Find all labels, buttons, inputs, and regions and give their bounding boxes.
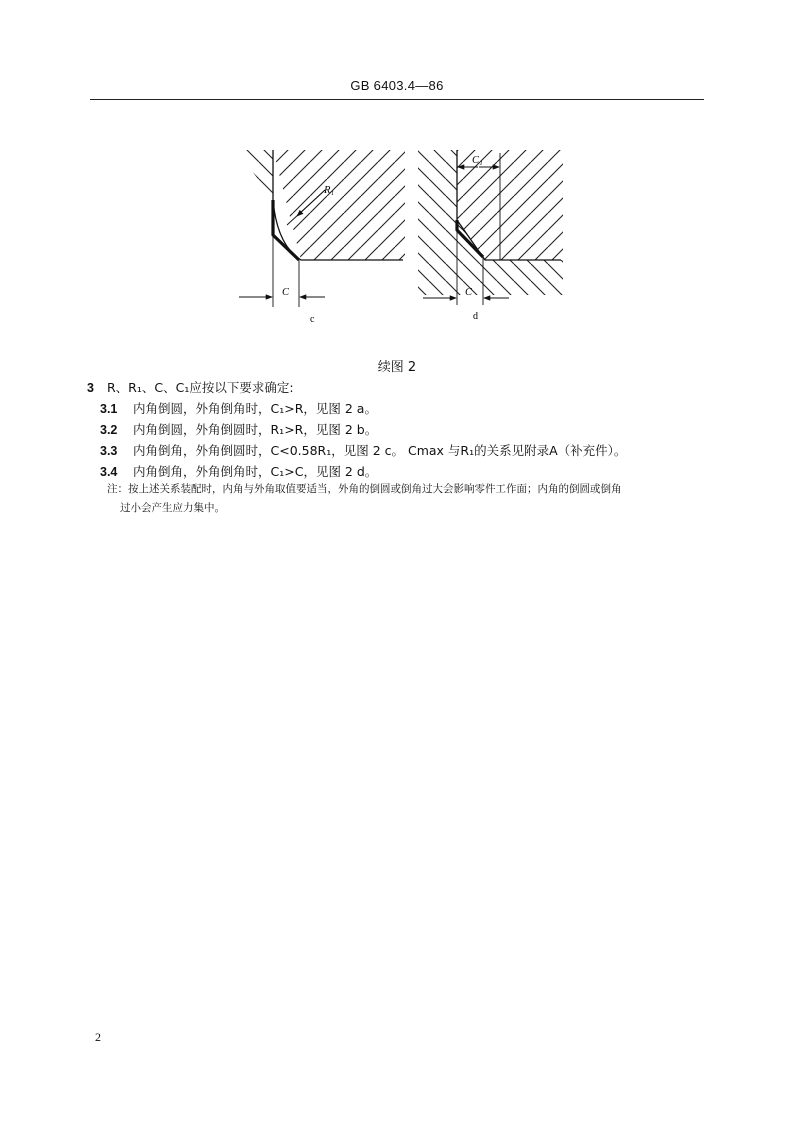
note-line-2: 过小会产生应力集中。: [120, 502, 225, 514]
clause-text: 内角倒角，外角倒圆时，C<0.58R₁，见图 2 c。 Cmax 与R₁的关系见附录A（补充件）。: [133, 443, 627, 458]
label-c1: C₁: [472, 155, 483, 166]
clause-number: 3.3: [100, 444, 118, 458]
note-line-1: 注：按上述关系装配时，内角与外角取值要适当，外角的倒圆或倒角过大会影响零件工作面；内角的倒圆或倒角: [107, 483, 622, 495]
clause-3-3: [100, 441, 626, 459]
figure-svg: [225, 145, 575, 330]
clause-3-1: [100, 399, 377, 417]
section-3-number: 3: [87, 381, 94, 395]
figure-2-continued: [225, 145, 575, 330]
clause-3-2: [100, 420, 377, 438]
label-r1: R₁: [324, 185, 335, 196]
section-3-text: R、R₁、C、C₁应按以下要求确定:: [107, 380, 294, 395]
clause-text: 内角倒圆，外角倒圆时，R₁>R，见图 2 b。: [133, 422, 378, 437]
section-3: [87, 378, 294, 396]
header-rule: [90, 99, 704, 100]
clause-text: 内角倒角，外角倒角时，C₁>C，见图 2 d。: [133, 464, 378, 479]
panel-d-caption: d: [473, 311, 478, 322]
figure-caption: 续图 2: [377, 360, 417, 375]
clause-number: 3.1: [100, 402, 118, 416]
standard-id: GB 6403.4—86: [350, 78, 444, 93]
clause-number: 3.4: [100, 465, 118, 479]
page-number: 2: [95, 1030, 101, 1044]
panel-d: [418, 150, 563, 322]
label-c-panel-d: C: [465, 287, 473, 298]
clause-text: 内角倒圆，外角倒角时，C₁>R，见图 2 a。: [133, 401, 377, 416]
clause-number: 3.2: [100, 423, 118, 437]
panel-c: [237, 150, 405, 325]
label-c-panel-c: C: [282, 287, 290, 298]
clause-3-4: [100, 462, 377, 480]
panel-c-caption: c: [310, 314, 315, 325]
